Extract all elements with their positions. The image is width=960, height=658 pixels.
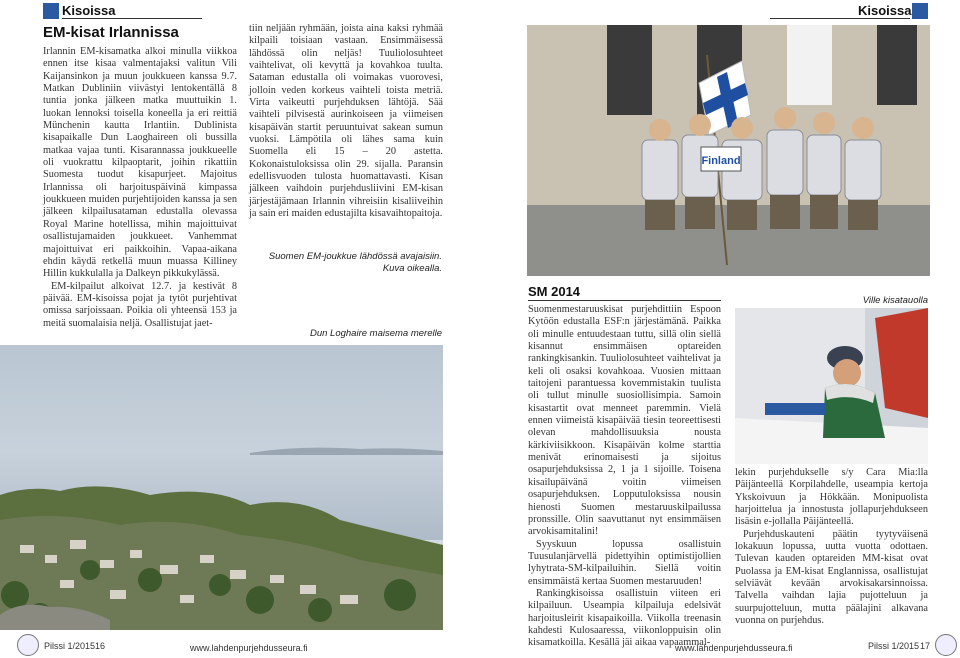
footer-issue-left: Pilssi 1/2015 bbox=[44, 641, 96, 651]
article-column-4 bbox=[735, 467, 928, 627]
caption-landscape: Dun Loghaire maisema merelle bbox=[309, 328, 442, 339]
article-title-sm: SM 2014 bbox=[528, 284, 581, 299]
footer-issue-right: Pilssi 1/2015 bbox=[868, 641, 920, 651]
paragraph: Purjehduskauteni päätin tyytyväisenä lokakuun lopussa, uutta vuotta odottaen. Tulevan kauden optareiden MM-kisat ovat Puolassa ja EM-kisat Englannissa, osallistujat selviävät kevään arvokisakarsinnoissa. Talvella vaihdan lajia pujotteluun ja suurpujotteluun, mutta päälajini alkavana vuonna on purjehdus. bbox=[735, 528, 928, 627]
paragraph: EM-kilpailut alkoivat 12.7. ja kestivät 8 päivää. EM-kisoissa pojat ja tytöt purjehtivat omissa sarjoissaan. Poikia oli yhteensä 153 ja meitä suomalaisia neljä. Osallistujat jaet- bbox=[43, 280, 237, 329]
landscape-photo bbox=[0, 345, 443, 630]
section-rule-left bbox=[62, 18, 202, 19]
paragraph: Syyskuun lopussa osallistuin Tuusulanjärvellä pidettyihin optimistijollien lyhytrata-SM-kilpailuihin. Siellä voitin ensimmäistä kertaa Suomen mestaruuden! bbox=[528, 538, 721, 587]
caption-team-photo: Suomen EM-joukkue lähdössä avajaisiin. Kuva oikealla. bbox=[268, 251, 442, 274]
paragraph: Rankingkisoissa osallistuin viiteen eri kilpailuun. Useampia kilpailuja edelsivät harjoitusleirit kisapaikoilla. Viikolla treenasin kahdesti Kulosaaressa, viikonloppuisin olin kisamatkoilla. Kesällä jäi aikaa vapaammal- bbox=[528, 587, 721, 649]
paragraph: Irlannin EM-kisamatka alkoi minulla viikkoa ennen itse kisaa valmentajaksi valitun Vili Kaijansinkon ja muun joukkueen kanssa 9.7. Matkan Dubliniin viivästyi lentokentällä 8 tuntia jonka jälkeen matka muuttuikin 1. luokan lennoksi toisella koneella ja eri reittiä Münchenin kautta Irlantiin. Dublinista kisapaikalle Dun Laoghaireen oli bussilla matkaa vajaa tunti. Kisarannassa joukkueelle oli vuokrattu kilpaoptarit, joihin rikattiin Suomesta tuodut kisapurjeet. Majoitus Irlannissa oli harjoituspäivinä kimpassa joukkueen muiden purjehtijoiden kanssa ja sen jälkeen kilpailusataman edustalla olevassa Royal Marine hotellissa, mihin majoittuivat osallistujamaiden joukkueet. Vanhemmat majoittuivat eri paikkoihin. Vapaa-aikana ehdin käydä retkellä muun muassa Killiney Hillin kukkulalla ja Dalkeyn pikkukylässä. bbox=[43, 46, 237, 280]
page-number-right: 17 bbox=[920, 641, 931, 651]
section-marker-right bbox=[912, 3, 928, 19]
section-marker-left bbox=[43, 3, 59, 19]
paragraph: tiin neljään ryhmään, joista aina kaksi ryhmää kilpaili toisiaan vastaan. Ensimmäisessä lähdössä olin neljäs! Tuuliolosuhteet vaihtelivat, oli kevyttä ja kovahkoa tuulta. Sataman edustalla oli voimakas vuorovesi, jolloin veden korkeus vaihteli toista metriä. Virta vaikeutti purjehduksen lähtöjä. Sää vaihteli pilvisestä aurinkoiseen ja viimeisen kisapäivän startit peruuntuivat sakean sumun vuoksi. Lämpötila oli lähes sama kuin Suomella eli 15 – 20 astetta. Kokonaistuloksissa olin 29. sijalla. Paransin edellisvuoden tulosta huomattavasti. Kisan jälkeen vaihdoin purjehdusliivini EM-kisan järjestäjämaan Irlannin vihreisiin kisaliiveihin ja sain eri maiden edustajilta kisavaihtopaitoja. bbox=[249, 23, 443, 220]
section-title-right: Kisoissa bbox=[858, 3, 912, 18]
article-title-em: EM-kisat Irlannissa bbox=[43, 24, 179, 41]
title-rule-sm bbox=[528, 300, 721, 301]
paragraph: lekin purjehdukselle s/y Cara Mia:lla Päijänteellä Korpilahdelle, useampia kertoja Ykskoivuun ja Hökkään. Monipuolista harjoittelua ja innostusta jollapurjehdukseen lisäsin e-jollalla Päijänteellä. bbox=[735, 467, 928, 528]
sailing-photo bbox=[735, 308, 928, 464]
paragraph: Suomenmestaruuskisat purjehdittiin Espoon Kytöön edustalla ESF:n järjestämänä. Paikka oli minulle entuudestaan tuttu, sillä olin siellä kisannut ensimmäisen optareiden rankingkisankin. Tuuliolosuhteet vaihtelivat ja keli oli osaksi kovahkoaa. Vuosien mittaan taitojeni parantuessa kovemmistakin tuulista oli tullut minulle suosiollisimpia. Samoin kisastartit ovat menneet paremmin. Vielä ennen viimeistä kisapäivää tiesin teoreettisesti olevan mahdollisuuksia nousta kärkiviisikkoon. Kisapäivän kolme starttia menivät erinomaisesti ja sijoitus osapurjehduksissa 2, 1 ja 1 sijoille. Toisena kisailupäivänä voitin viimeisen osapurjehduksen. Lopputuloksissa nousin hienosti Suomen mestaruuskilpailussa pronssille. Olin saavuttanut nyt ensimmäisen arvokisamitalini! bbox=[528, 304, 721, 538]
footer-url-right: www.lahdenpurjehdusseura.fi bbox=[675, 643, 793, 653]
club-logo-icon bbox=[17, 634, 39, 656]
article-column-1 bbox=[43, 46, 237, 330]
section-rule-right bbox=[770, 18, 910, 19]
article-column-3 bbox=[528, 304, 721, 650]
team-photo bbox=[527, 25, 930, 276]
footer-url-left: www.lahdenpurjehdusseura.fi bbox=[190, 643, 308, 653]
club-logo-icon bbox=[935, 634, 957, 656]
page-number-left: 16 bbox=[95, 641, 106, 651]
section-title-left: Kisoissa bbox=[62, 3, 116, 18]
article-column-2 bbox=[249, 23, 443, 221]
finland-sign: Finland bbox=[701, 155, 741, 167]
caption-ville: Ville kisatauolla bbox=[862, 295, 928, 306]
